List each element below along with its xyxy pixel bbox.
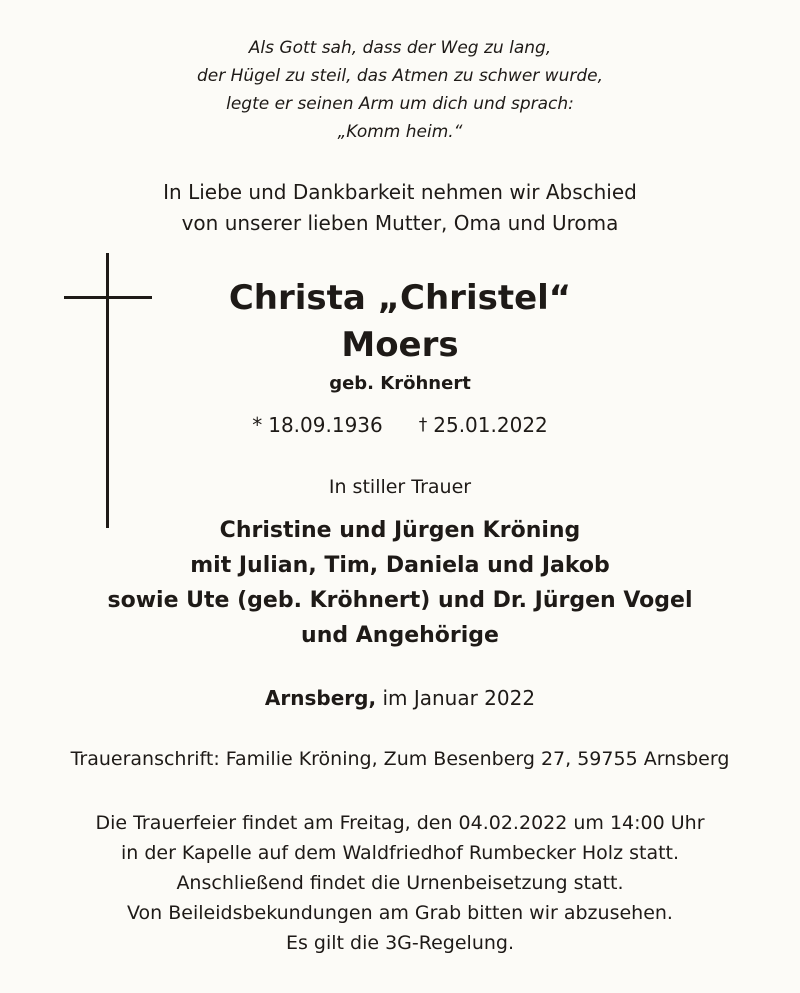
deceased-name-line1: Christa „Christel“ [228,278,572,318]
mourners-line: mit Julian, Tim, Daniela und Jakob [190,553,610,578]
place-and-date [0,683,800,713]
poem-line: Als Gott sah, dass der Weg zu lang, [248,38,552,58]
death-date-group [419,410,548,442]
deceased-surname: Moers [341,325,459,365]
life-dates [0,410,800,442]
birth-date-group [252,410,383,440]
ceremony-line: in der Kapelle auf dem Waldfriedhof Rumbecker Holz statt. [120,842,680,864]
ceremony-line: Die Trauerfeier findet am Freitag, den 04.02.2022 um 14:00 Uhr [95,812,705,834]
poem-line: legte er seinen Arm um dich und sprach: [226,94,574,114]
ceremony-line: Anschließend findet die Urnenbeisetzung statt. [176,872,624,894]
mourners-line: sowie Ute (geb. Kröhnert) und Dr. Jürgen Vogel [107,588,693,613]
mourners-list [0,513,800,653]
birth-date: 18.09.1936 [268,413,383,437]
poem [0,34,800,146]
birth-star-icon: * [252,413,263,437]
dagger-icon: † [418,415,428,435]
mourners-line: und Angehörige [301,623,499,648]
mourning-address: Traueranschrift: Familie Kröning, Zum Besenberg 27, 59755 Arnsberg [70,748,730,770]
poem-line: „Komm heim.“ [337,122,463,142]
intro-line: In Liebe und Dankbarkeit nehmen wir Abschied [163,180,637,204]
deceased-name [0,275,800,369]
place-city: Arnsberg, [264,686,377,710]
ceremony-line: Von Beileidsbekundungen am Grab bitten wir abzusehen. [127,902,673,924]
ceremony-info [0,808,800,958]
place-date: im Januar 2022 [382,686,536,710]
intro-line: von unserer lieben Mutter, Oma und Uroma [181,211,619,235]
death-date: 25.01.2022 [433,413,548,437]
mourners-line: Christine und Jürgen Kröning [219,518,581,543]
maiden-name: geb. Kröhnert [329,373,471,394]
mourning-label: In stiller Trauer [328,476,472,498]
ceremony-line: Es gilt die 3G-Regelung. [285,932,515,954]
poem-line: der Hügel zu steil, das Atmen zu schwer wurde, [196,66,604,86]
farewell-intro [0,177,800,239]
